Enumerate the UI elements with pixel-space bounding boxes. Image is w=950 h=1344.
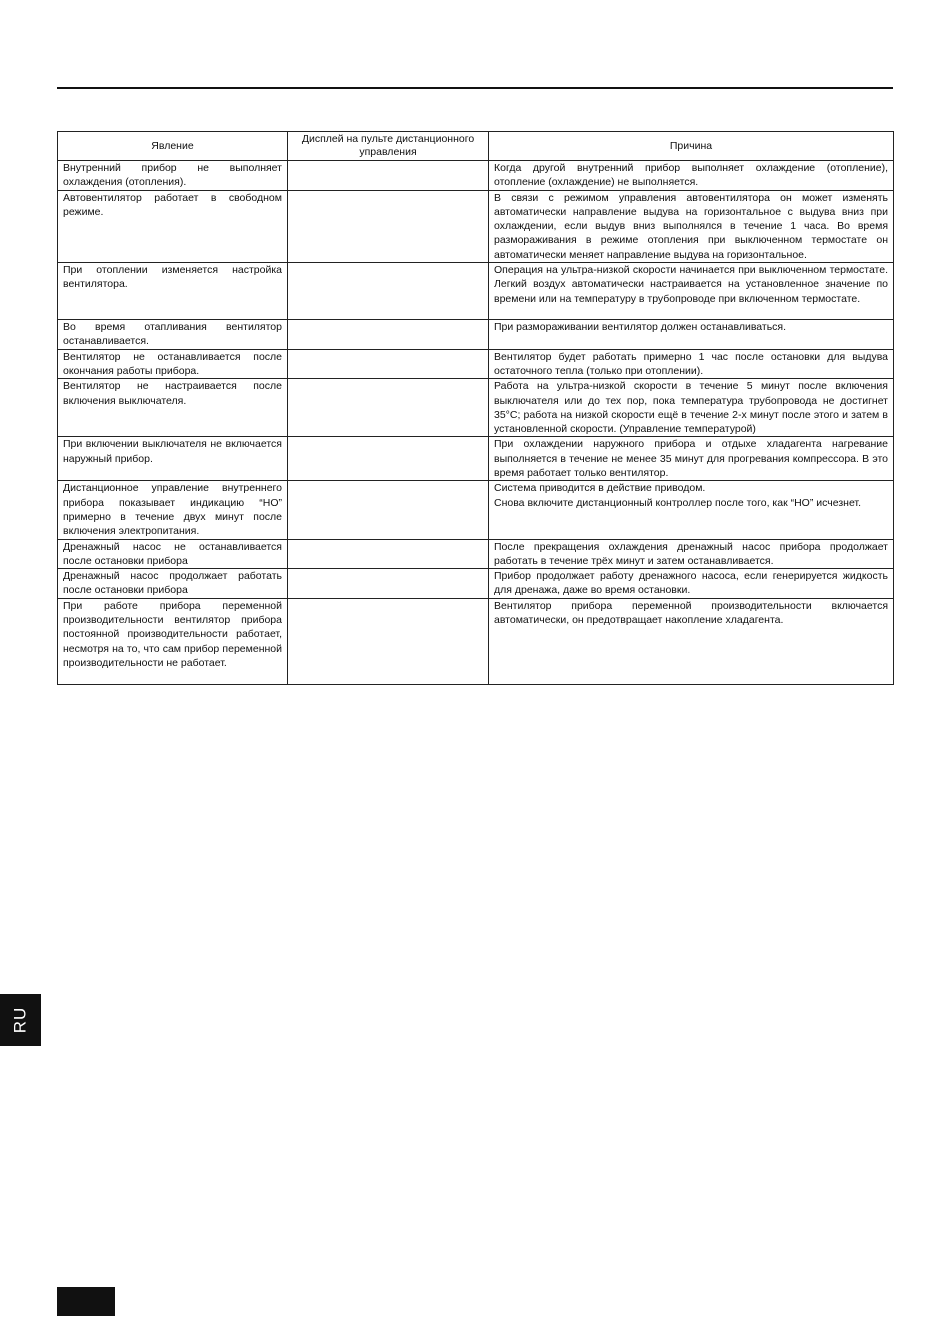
display-cell xyxy=(288,320,489,350)
cause-cell: Работа на ультра-низкой скорости в течение 5 минут после включения выключателя или до тех пор, пока температура трубопровода не достигнет 35°C; работа на низкой скорости ещё в течение 2-х минут после этого и затем в установленной скорости. (Управление температурой) xyxy=(489,379,894,437)
table-row xyxy=(58,379,894,437)
symptom-cell: Внутренний прибор не выполняет охлаждения (отопления). xyxy=(58,161,288,191)
symptom-cell: Вентилятор не останавливается после окончания работы прибора. xyxy=(58,349,288,379)
table-row xyxy=(58,190,894,262)
display-cell xyxy=(288,263,489,320)
cause-cell: Прибор продолжает работу дренажного насоса, если генерируется жидкость для дренажа, даже во время остановки. xyxy=(489,569,894,599)
cause-cell: При охлаждении наружного прибора и отдыхе хладагента нагревание выполняется в течение не менее 35 минут для прогревания компрессора. В это время работает только вентилятор. xyxy=(489,437,894,481)
symptom-cell: При работе прибора переменной производительности вентилятор прибора постоянной производительности работает, несмотря на то, что сам прибор переменной производительности не работает. xyxy=(58,598,288,684)
display-cell xyxy=(288,161,489,191)
cause-cell: Система приводится в действие приводом. Снова включите дистанционный контроллер после того, как “HO” исчезнет. xyxy=(489,481,894,539)
table-row xyxy=(58,569,894,599)
display-cell xyxy=(288,190,489,262)
table-row xyxy=(58,349,894,379)
display-cell xyxy=(288,349,489,379)
symptom-cell: Вентилятор не настраивается после включения выключателя. xyxy=(58,379,288,437)
symptom-cell: Во время отапливания вентилятор останавливается. xyxy=(58,320,288,350)
troubleshooting-table xyxy=(57,131,894,685)
table-row xyxy=(58,598,894,684)
cause-cell: При размораживании вентилятор должен останавливаться. xyxy=(489,320,894,350)
display-cell xyxy=(288,569,489,599)
cause-cell: Когда другой внутренний прибор выполняет охлаждение (отопление), отопление (охлаждение) не выполняется. xyxy=(489,161,894,191)
cause-cell: Вентилятор прибора переменной производительности включается автоматически, он предотвращает накопление хладагента. xyxy=(489,598,894,684)
table-row xyxy=(58,320,894,350)
table-row xyxy=(58,161,894,191)
symptom-cell: Дренажный насос продолжает работать после остановки прибора xyxy=(58,569,288,599)
cause-cell: В связи с режимом управления автовентилятора он может изменять автоматически направление выдува на горизонтальное с выдува вниз при охлаждении, если выдув вниз выполнялся в течение 1 часа. Во время размораживания в режиме отопления при выключенном термостате он автоматически меняет направление выдува на горизонтальное. xyxy=(489,190,894,262)
symptom-cell: При отоплении изменяется настройка вентилятора. xyxy=(58,263,288,320)
symptom-cell: Дренажный насос не останавливается после остановки прибора xyxy=(58,539,288,569)
display-cell xyxy=(288,437,489,481)
header-rule xyxy=(57,87,893,89)
table-header-row xyxy=(58,132,894,161)
header-cause: Причина xyxy=(489,132,894,161)
language-tab-label: RU xyxy=(10,1006,30,1034)
symptom-cell: Дистанционное управление внутреннего прибора показывает индикацию “HO” примерно в течение двух минут после включения электропитания. xyxy=(58,481,288,539)
table-row xyxy=(58,539,894,569)
display-cell xyxy=(288,481,489,539)
symptom-cell: Автовентилятор работает в свободном режиме. xyxy=(58,190,288,262)
header-symptom: Явление xyxy=(58,132,288,161)
cause-cell: Вентилятор будет работать примерно 1 час после остановки для выдува остаточного тепла (только при отоплении). xyxy=(489,349,894,379)
header-display: Дисплей на пульте дистанционного управления xyxy=(288,132,489,161)
display-cell xyxy=(288,379,489,437)
symptom-cell: При включении выключателя не включается наружный прибор. xyxy=(58,437,288,481)
table-row xyxy=(58,437,894,481)
cause-cell: Операция на ультра-низкой скорости начинается при выключенном термостате. Легкий воздух автоматически настраивается на установленное значение по времени или на температуру в трубопроводе при включенном термостате. xyxy=(489,263,894,320)
cause-cell: После прекращения охлаждения дренажный насос прибора продолжает работать в течение трёх минут и затем останавливается. xyxy=(489,539,894,569)
table-row xyxy=(58,263,894,320)
language-tab xyxy=(0,994,41,1046)
page-number-box xyxy=(57,1287,115,1316)
display-cell xyxy=(288,539,489,569)
display-cell xyxy=(288,598,489,684)
table-row xyxy=(58,481,894,539)
